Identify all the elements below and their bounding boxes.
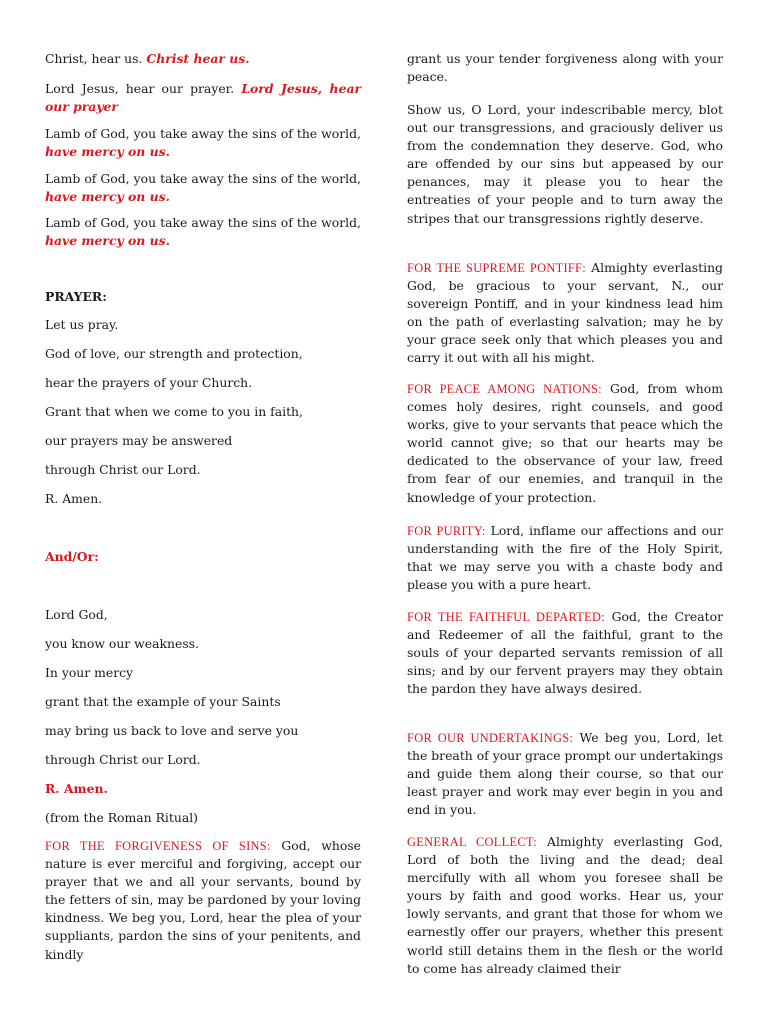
section-label: FOR OUR UNDERTAKINGS:	[407, 731, 574, 745]
litany-text: Christ, hear us.	[45, 51, 147, 66]
litany-line-4	[45, 170, 361, 206]
prayer-heading: PRAYER:	[45, 289, 107, 304]
section-label: GENERAL COLLECT:	[407, 835, 537, 849]
prayer-1	[45, 310, 303, 513]
section-purity	[407, 522, 723, 594]
litany-line-1	[45, 50, 361, 68]
prayer-line: In your mercy	[45, 665, 134, 680]
prayer-line: grant that the example of your Saints	[45, 694, 281, 709]
amen-response: R. Amen.	[45, 781, 108, 796]
litany-response: Christ hear us.	[146, 51, 250, 66]
litany-line-3	[45, 125, 361, 161]
prayer-line: Lord God,	[45, 607, 108, 622]
section-text: We beg you, Lord, let the breath of your grace prompt our undertakings and guide them along their course, so that our least prayer and work may ever begin in you and end in you.	[407, 730, 723, 818]
section-label: FOR PURITY:	[407, 524, 486, 538]
section-our-undertakings	[407, 729, 723, 819]
section-label: FOR THE FORGIVENESS OF SINS:	[45, 839, 271, 853]
prayer-2	[45, 600, 298, 832]
prayer-line: Let us pray.	[45, 317, 119, 332]
section-label: FOR PEACE AMONG NATIONS:	[407, 382, 602, 396]
section-peace-among-nations	[407, 380, 723, 507]
section-text: Lord, inflame our affections and our understanding with the fire of the Holy Spirit, that we may serve you with a chaste body and please you with a pure heart.	[407, 523, 723, 593]
section-text: God, whose nature is ever merciful and forgiving, accept our prayer that we and all your servants, bound by the fetters of sin, may be pardoned by your loving kindness. We beg you, Lord, hear the plea of your suppliants, pardon the sins of your penitents, and kindly	[45, 838, 361, 962]
litany-text: Lord Jesus, hear our prayer.	[45, 81, 242, 96]
continuation-paragraph: grant us your tender forgiveness along with your peace.	[407, 51, 723, 85]
prayer-line: you know our weakness.	[45, 636, 199, 651]
prayer-line: R. Amen.	[45, 491, 103, 506]
section-text: Almighty everlasting God, be gracious to your servant, N., our sovereign Pontiff, and in your kindness lead him on the path of everlasting salvation; may he by your grace seek only that which pleases you and carry it out with all his might.	[407, 260, 723, 366]
section-label: FOR THE SUPREME PONTIFF:	[407, 261, 586, 275]
prayer-line: hear the prayers of your Church.	[45, 375, 253, 390]
section-text: God, from whom comes holy desires, right counsels, and good works, give to your servants that peace which the world cannot give; so that our hearts may be dedicated to the observance of your law, freed from fear of our enemies, and tranquil in the knowledge of your protection.	[407, 381, 723, 505]
litany-response: have mercy on us.	[45, 233, 170, 249]
litany-line-2	[45, 80, 361, 116]
litany-response: have mercy on us.	[45, 144, 170, 160]
litany-text: Lamb of God, you take away the sins of the world,	[45, 215, 361, 230]
litany-response: Lord Jesus, hear our prayer	[45, 81, 362, 115]
section-label: FOR THE FAITHFUL DEPARTED:	[407, 610, 605, 624]
forgiveness-paragraph	[45, 837, 361, 964]
prayer-line: through Christ our Lord.	[45, 752, 201, 767]
prayer-line: through Christ our Lord.	[45, 462, 201, 477]
show-us-paragraph: Show us, O Lord, your indescribable mercy, blot out our transgressions, and graciously deliver us from the condemnation they deserve. God, who are offended by our sins but appeased by our penances, may it please you to hear the entreaties of your people and to turn away the stripes that our transgressions rightly deserve.	[407, 102, 723, 226]
source-note: (from the Roman Ritual)	[45, 810, 199, 825]
section-general-collect	[407, 833, 723, 978]
litany-line-5	[45, 214, 361, 250]
section-supreme-pontiff	[407, 259, 723, 368]
prayer-line: our prayers may be answered	[45, 433, 233, 448]
litany-text: Lamb of God, you take away the sins of the world,	[45, 171, 361, 186]
prayer-line: Grant that when we come to you in faith,	[45, 404, 303, 419]
litany-response: have mercy on us.	[45, 189, 170, 205]
litany-text: Lamb of God, you take away the sins of the world,	[45, 126, 361, 141]
section-faithful-departed	[407, 608, 723, 698]
prayer-line: may bring us back to love and serve you	[45, 723, 299, 738]
section-text: God, the Creator and Redeemer of all the faithful, grant to the souls of your departed servants remission of all sins; and by our fervent prayers may they obtain the pardon they have always desired.	[407, 609, 723, 697]
and-or-heading: And/Or:	[45, 549, 99, 564]
section-text: Almighty everlasting God, Lord of both the living and the dead; deal mercifully with all whom you foresee shall be yours by faith and good works. Hear us, your lowly servants, and grant that those for whom we earnestly offer our prayers, whether this present world still detains them in the flesh or the world to come has already claimed their	[407, 834, 723, 976]
prayer-line: God of love, our strength and protection,	[45, 346, 303, 361]
